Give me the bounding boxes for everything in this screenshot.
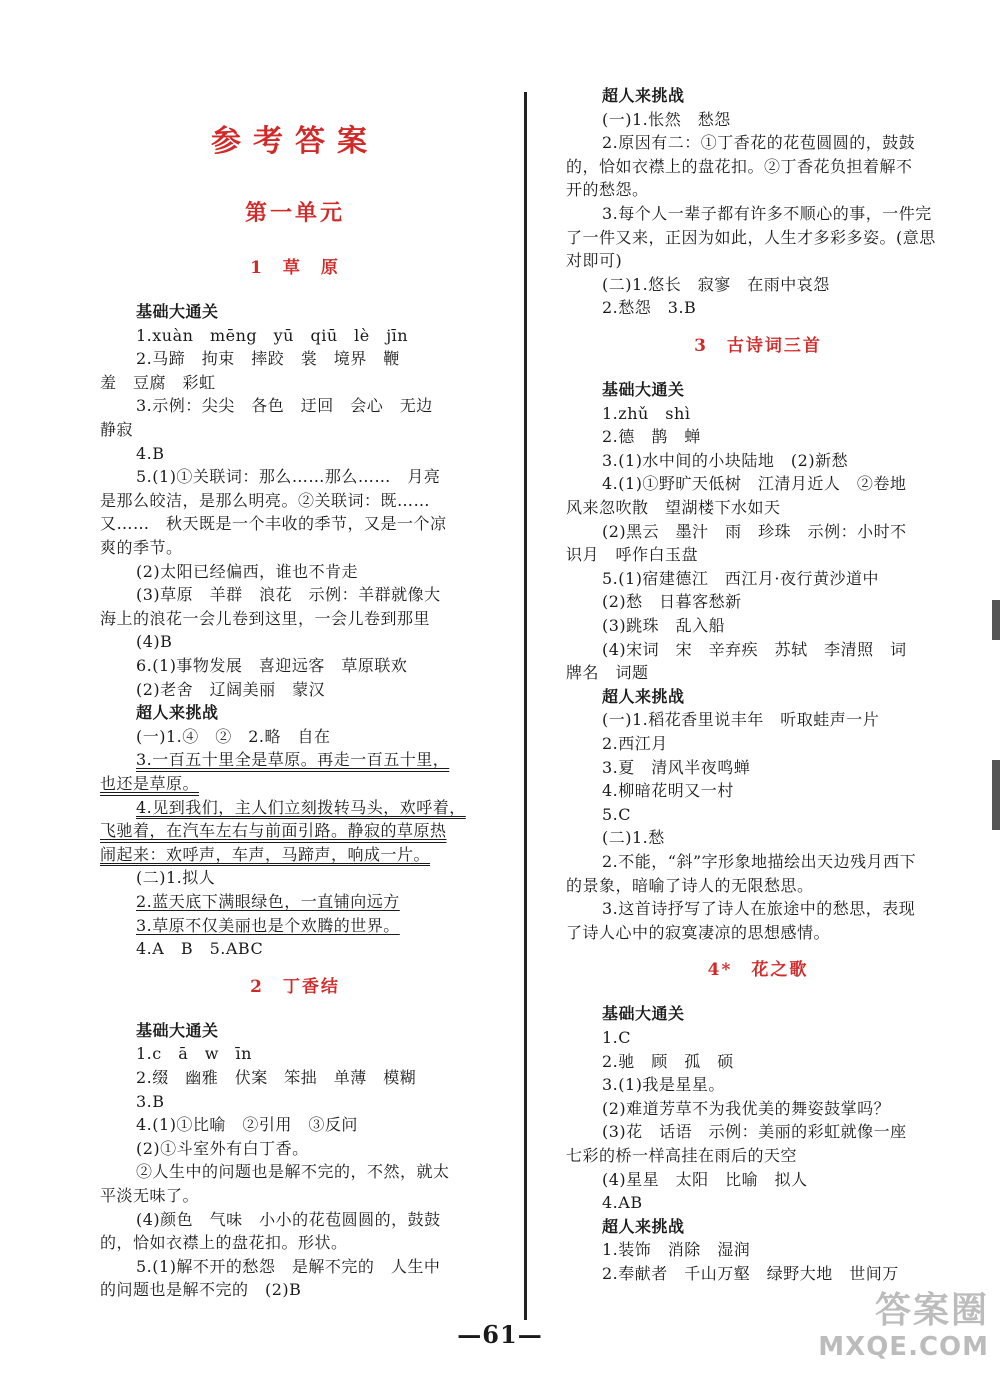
answer-line: [100, 797, 490, 819]
answer-line: 3.每个人一辈子都有许多不顺心的事，一件完: [602, 204, 932, 223]
answer-line: [100, 891, 490, 913]
section-heading: 超人来挑战: [136, 703, 219, 723]
answer-line: 3.这首诗抒写了诗人在旅途中的愁思，表现: [602, 899, 916, 919]
lesson-heading: 3 古诗词三首: [694, 336, 822, 356]
answer-line: 2.愁怨 3.B: [602, 298, 697, 318]
answer-line-continued: 对即可): [566, 251, 623, 271]
answer-line: 3.示例：尖尖 各色 迂回 会心 无边: [136, 396, 433, 416]
section-heading: 基础大通关: [602, 380, 685, 399]
edge-mark: [992, 600, 1000, 640]
answer-line: 3.夏 清风半夜鸣蝉: [602, 757, 751, 777]
watermark-logo-text: 答案圈: [874, 1290, 989, 1331]
answer-line: (二)1.愁: [602, 828, 665, 848]
answer-line: 1.C: [602, 1028, 632, 1047]
section-heading: 基础大通关: [136, 302, 219, 321]
answer-line-continued: 爽的季节。: [100, 538, 183, 557]
answer-line: 4.B: [136, 443, 165, 463]
answer-line: 2.驰 顾 孤 硕: [602, 1051, 734, 1071]
answer-line-continued: 了诗人心中的寂寞凄凉的思想感情。: [566, 922, 831, 942]
answer-line: 5.(1)解不开的愁怨 是解不完的 人生中: [136, 1256, 441, 1276]
answer-line: 4.A B 5.ABC: [136, 939, 264, 959]
answer-line: (3)花 话语 示例：美丽的彩虹就像一座: [602, 1122, 907, 1142]
answer-line-continued: 风来忽吹散 望湖楼下水如天: [566, 498, 781, 517]
answer-line-continued: 静寂: [100, 420, 134, 439]
underlined-answer: 飞驰着，在汽车左右与前面引路。静寂的草原热: [100, 821, 447, 841]
underlined-answer: 4.见到我们，主人们立刻拨转马头，欢呼着，: [136, 797, 466, 817]
underlined-answer: 3.草原不仅美丽也是个欢腾的世界。: [136, 915, 400, 935]
answer-line-continued: 是那么皎洁，是那么明亮。②关联词：既……: [100, 490, 431, 510]
answer-line: 2.原因有二：①丁香花的花苞圆圆的，鼓鼓: [602, 133, 916, 153]
answer-line: 6.(1)事物发展 喜迎远客 草原联欢: [136, 656, 408, 675]
answer-line: 4.柳暗花明又一村: [602, 781, 734, 801]
answer-line-continued: 平淡无味了。: [100, 1186, 200, 1205]
answer-line-continued: 羞 豆腐 彩虹: [100, 372, 216, 392]
answer-line: 4.(1)①野旷天低树 江清月近人 ②卷地: [602, 474, 907, 494]
answer-line: 2.奉献者 千山万壑 绿野大地 世间万: [602, 1264, 899, 1283]
answer-line-continued: 牌名 词题: [566, 663, 649, 683]
column-divider: [524, 92, 527, 1320]
section-heading: 超人来挑战: [602, 686, 685, 706]
answer-line: (4)宋词 宋 辛弃疾 苏轼 李清照 词: [602, 639, 907, 659]
underlined-answer: 3.一百五十里全是草原。再走一百五十里，: [136, 750, 450, 770]
answer-line: (一)1.④ ② 2.略 自在: [136, 726, 331, 746]
answer-line: (4)星星 太阳 比喻 拟人: [602, 1169, 808, 1189]
answer-line: 2.马蹄 拘束 摔跤 裳 境界 鞭: [136, 349, 400, 369]
answer-line: (3)跳珠 乱入船: [602, 616, 726, 635]
answer-line: 1.zhǔ shì: [602, 403, 691, 423]
answer-line: 5.(1)①关联词：那么……那么…… 月亮: [136, 467, 441, 487]
lesson-heading: 2 丁香结: [250, 976, 340, 997]
answer-line: [100, 749, 490, 771]
answer-line-continued: 的景象，暗喻了诗人的无限愁思。: [566, 875, 814, 895]
answer-line: 4.AB: [602, 1193, 643, 1213]
answer-line: 3.(1)水中间的小块陆地 (2)新愁: [602, 450, 849, 470]
answer-line: (一)1.稻花香里说丰年 听取蛙声一片: [602, 710, 880, 730]
underlined-answer: 2.蓝天底下满眼绿色，一直铺向远方: [136, 892, 400, 911]
section-heading: 基础大通关: [136, 1020, 219, 1040]
answer-line: 1.c ā w īn: [136, 1044, 252, 1064]
answer-line: (4)B: [136, 632, 173, 652]
answer-line: 5.C: [602, 804, 632, 824]
answer-line: (二)1.悠长 寂寥 在雨中哀怨: [602, 274, 830, 294]
page-title: 参考答案: [211, 124, 379, 159]
page-number: —61—: [457, 1320, 543, 1349]
answer-line-continued: 的，恰如衣襟上的盘花扣。②丁香花负担着解不: [566, 156, 913, 176]
answer-line-continued: 开的愁怨。: [566, 180, 649, 200]
answer-line: 4.(1)①比喻 ②引用 ③反问: [136, 1115, 358, 1135]
underlined-answer: 闹起来：欢呼声，车声，马蹄声，响成一片。: [100, 844, 431, 864]
section-heading: 超人来挑战: [602, 86, 685, 105]
lesson-heading: 1 草 原: [250, 258, 340, 278]
section-heading: 超人来挑战: [602, 1216, 685, 1236]
answer-line: (2)①斗室外有白丁香。: [136, 1138, 309, 1158]
answer-line: [100, 820, 490, 842]
answer-line: 2.德 鹊 蝉: [602, 427, 701, 447]
answer-line: (4)颜色 气味 小小的花苞圆圆的，鼓鼓: [136, 1209, 441, 1229]
answer-line: (2)太阳已经偏西，谁也不肯走: [136, 561, 359, 581]
answer-line-continued: 了一件又来，正因为如此，人生才多彩多姿。(意思: [566, 227, 936, 247]
answer-line: 3.(1)我是星星。: [602, 1075, 725, 1095]
answer-line-continued: 的问题也是解不完的 (2)B: [100, 1280, 302, 1300]
answer-line-continued: 识月 呼作白玉盘: [566, 545, 699, 565]
section-heading: 基础大通关: [602, 1004, 685, 1024]
answer-line: [100, 915, 490, 937]
answer-line: (二)1.拟人: [136, 868, 216, 888]
watermark: [820, 1282, 995, 1374]
answer-line: 2.缀 幽雅 伏案 笨拙 单薄 模糊: [136, 1068, 417, 1087]
answer-line: 2.西江月: [602, 734, 668, 753]
answer-line: 5.(1)宿建德江 西江月·夜行黄沙道中: [602, 568, 880, 588]
answer-line: 1.xuàn mēng yū qiū lè jīn: [136, 325, 409, 345]
answer-line: (2)愁 日暮客愁新: [602, 592, 742, 612]
watermark-url: MXQE.COM: [818, 1332, 989, 1362]
underlined-answer: 也还是草原。: [100, 774, 200, 793]
answer-line: 3.B: [136, 1091, 165, 1111]
answer-line: 2.不能，“斜”字形象地描绘出天边残月西下: [602, 852, 917, 871]
answer-line: (2)黑云 墨汁 雨 珍珠 示例：小时不: [602, 521, 907, 541]
edge-mark: [992, 760, 1000, 830]
answer-line: (2)难道芳草不为我优美的舞姿鼓掌吗？: [602, 1098, 891, 1118]
answer-line: [100, 773, 490, 795]
lesson-heading: 4* 花之歌: [707, 960, 809, 981]
answer-line: 1.装饰 消除 湿润: [602, 1240, 751, 1260]
answer-line-continued: 七彩的桥一样高挂在雨后的天空: [566, 1146, 798, 1165]
unit-title: 第一单元: [244, 200, 345, 226]
answer-line-continued: 的，恰如衣襟上的盘花扣。形状。: [100, 1233, 348, 1253]
answer-line: [100, 844, 490, 866]
answer-line: (一)1.怅然 愁怨: [602, 109, 731, 129]
answer-line: (3)草原 羊群 浪花 示例：羊群就像大: [136, 585, 441, 605]
answer-line-continued: 又…… 秋天既是一个丰收的季节，又是一个凉: [100, 514, 447, 534]
answer-line: ②人生中的问题也是解不完的，不然，就太: [136, 1162, 450, 1182]
answer-line: (2)老舍 辽阔美丽 蒙汉: [136, 679, 326, 699]
answer-line-continued: 海上的浪花一会儿卷到这里，一会儿卷到那里: [100, 608, 431, 628]
